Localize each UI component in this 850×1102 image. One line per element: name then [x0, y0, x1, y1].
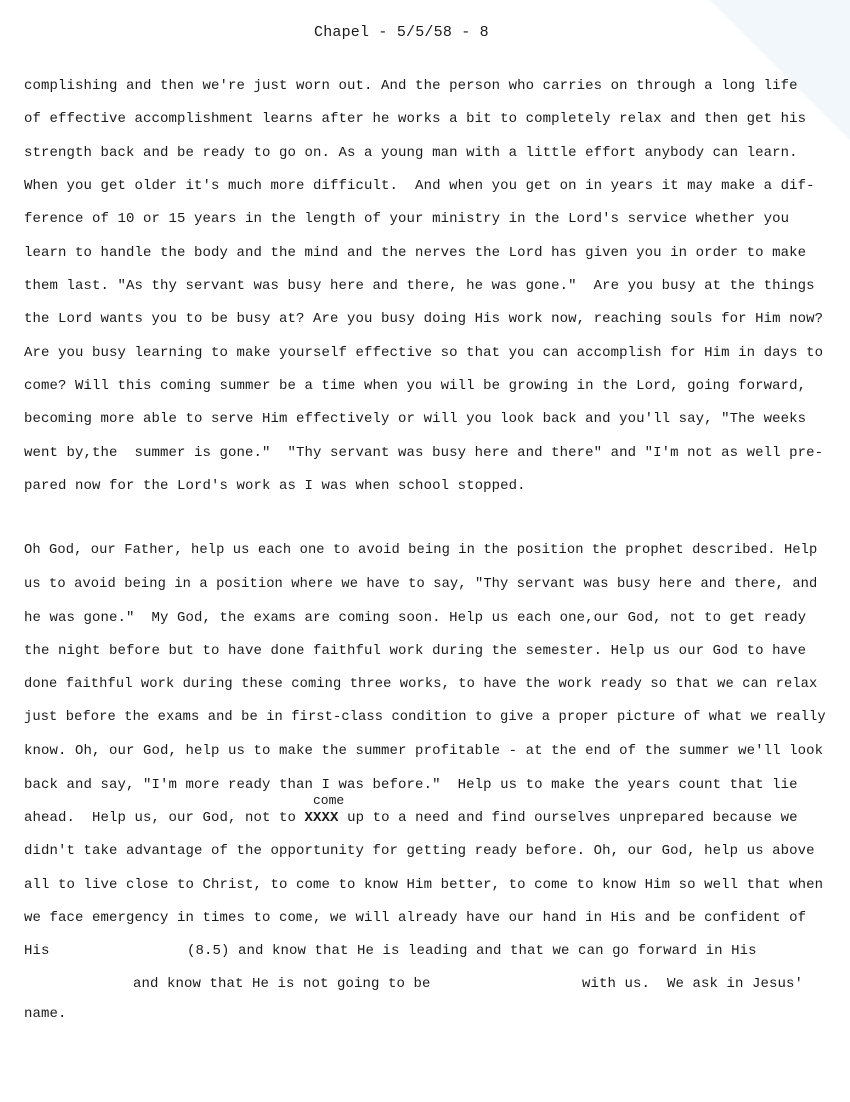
text-line: Oh God, our Father, help us each one to avoid being in the position the prophet described. Help	[24, 543, 818, 558]
page-header: Chapel - 5/5/58 - 8	[314, 24, 489, 41]
text-segment: ahead. Help us, our God, not to	[24, 810, 305, 826]
text-segment: His	[24, 943, 50, 959]
text-line: complishing and then we're just worn out. And the person who carries on through a long life	[24, 78, 798, 94]
text-line: didn't take advantage of the opportunity for getting ready before. Oh, our God, help us above	[24, 843, 815, 859]
text-line: back and say, "I'm more ready than I was before." Help us to make the years count that lie	[24, 777, 798, 793]
text-line: done faithful work during these coming three works, to have the work ready so that we can relax	[24, 677, 818, 692]
interlinear-correction: come	[313, 793, 345, 808]
text-line: becoming more able to serve Him effectively or will you look back and you'll say, "The weeks	[24, 411, 807, 427]
text-line: them last. "As thy servant was busy here and there, he was gone." Are you busy at the things	[24, 278, 815, 294]
text-line: know. Oh, our God, help us to make the summer profitable - at the end of the summer we'll look	[24, 743, 824, 759]
text-line-with-strikeout	[24, 810, 798, 826]
text-segment: and know that He is not going to be	[133, 976, 431, 992]
struck-out-text: XXXX	[304, 810, 339, 826]
text-line: When you get older it's much more difficult. And when you get on in years it may make a dif-	[24, 178, 815, 194]
text-line: we face emergency in times to come, we will already have our hand in His and be confident of	[24, 910, 807, 926]
text-line: pared now for the Lord's work as I was when school stopped.	[24, 478, 526, 494]
text-line: strength back and be ready to go on. As a young man with a little effort anybody can learn.	[24, 145, 798, 161]
text-line: Are you busy learning to make yourself effective so that you can accomplish for Him in days to	[24, 345, 824, 361]
text-line: all to live close to Christ, to come to know Him better, to come to know Him so well that when	[24, 877, 824, 893]
text-line: learn to handle the body and the mind and the nerves the Lord has given you in order to make	[24, 245, 807, 261]
text-line: the night before but to have done faithful work during the semester. Help us our God to have	[24, 643, 807, 659]
text-segment: up to a need and find ourselves unprepared because we	[338, 810, 798, 826]
text-line: ference of 10 or 15 years in the length of your ministry in the Lord's service whether you	[24, 211, 790, 227]
text-segment: (8.5) and know that He is leading and that we can go forward in His	[187, 943, 757, 959]
text-line: he was gone." My God, the exams are coming soon. Help us each one,our God, not to get ready	[24, 610, 807, 626]
text-line: come? Will this coming summer be a time when you will be growing in the Lord, going forward,	[24, 378, 807, 394]
text-line: went by,the summer is gone." "Thy servant was busy here and there" and "I'm not as well pre-	[24, 445, 824, 461]
text-line: name.	[24, 1006, 67, 1022]
text-line: us to avoid being in a position where we have to say, "Thy servant was busy here and there, and	[24, 577, 818, 592]
text-line: just before the exams and be in first-class condition to give a proper picture of what we really	[24, 710, 826, 725]
text-line: the Lord wants you to be busy at? Are you busy doing His work now, reaching souls for Him now?	[24, 311, 824, 327]
text-line: of effective accomplishment learns after he works a bit to completely relax and then get his	[24, 111, 807, 127]
text-segment: with us. We ask in Jesus'	[582, 976, 804, 992]
text-line-with-gap	[24, 943, 50, 959]
